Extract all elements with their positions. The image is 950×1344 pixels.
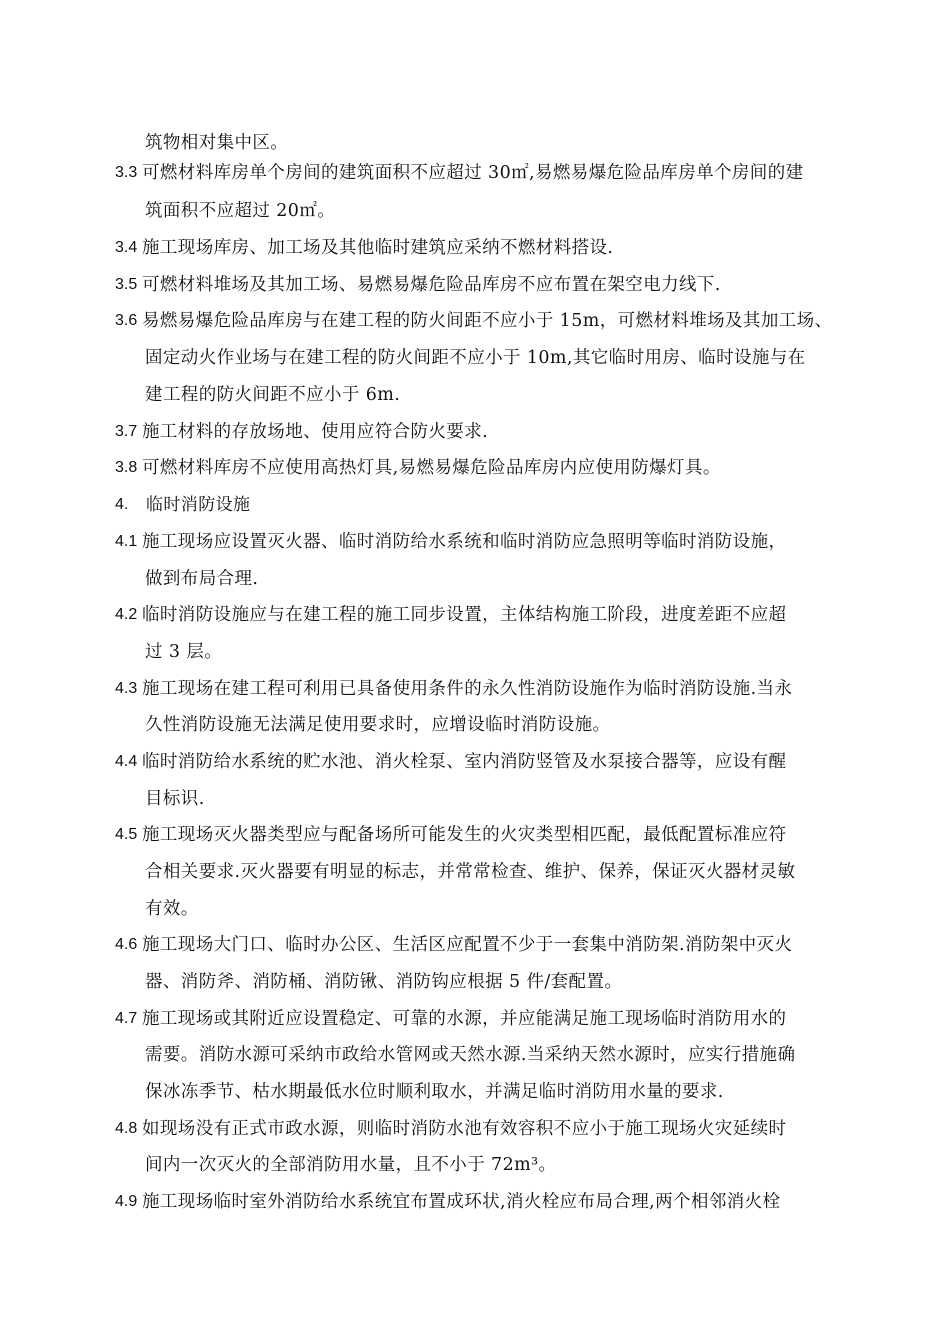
clause-number: 3.7 — [115, 423, 138, 440]
clause-number: 4.5 — [115, 826, 138, 843]
clause-text: 临时消防设施应与在建工程的施工同步设置，主体结构施工阶段，进度差距不应超 — [142, 605, 787, 625]
clause-4-7 — [0, 1002, 950, 1036]
clause-4-3 — [0, 672, 950, 706]
line-text: 合相关要求.灭火器要有明显的标志，并常常检查、维护、保养，保证灭火器材灵敏 — [145, 862, 796, 882]
clause-number: 4.2 — [115, 606, 138, 623]
section-number: 4. — [115, 496, 129, 513]
paragraph-line — [0, 1075, 950, 1109]
section-heading — [0, 488, 950, 522]
clause-3-6 — [0, 304, 950, 338]
clause-text: 可燃材料堆场及其加工场、易燃易爆危险品库房不应布置在架空电力线下. — [142, 275, 721, 295]
clause-number: 3.8 — [115, 459, 138, 476]
clause-4-5 — [0, 818, 950, 852]
line-text: 需要。消防水源可采纳市政给水管网或天然水源.当采纳天然水源时，应实行措施确 — [145, 1045, 796, 1065]
paragraph-line — [0, 378, 950, 412]
line-text: 久性消防设施无法满足使用要求时，应增设临时消防设施。 — [145, 715, 611, 735]
line-text: 过 3 层。 — [145, 642, 223, 662]
line-text: 保冰冻季节、枯水期最低水位时顺利取水，并满足临时消防用水量的要求. — [145, 1082, 724, 1102]
clause-number: 4.1 — [115, 533, 138, 550]
clause-number: 4.3 — [115, 680, 138, 697]
clause-text: 可燃材料库房单个房间的建筑面积不应超过 30㎡,易燃易爆危险品库房单个房间的建 — [142, 163, 804, 183]
clause-number: 4.7 — [115, 1010, 138, 1027]
clause-number: 4.9 — [115, 1193, 138, 1210]
paragraph-line — [0, 562, 950, 596]
paragraph-line — [0, 855, 950, 889]
clause-text: 如现场没有正式市政水源，则临时消防水池有效容积不应小于施工现场火灾延续时 — [142, 1119, 787, 1139]
line-text: 筑面积不应超过 20㎡。 — [145, 201, 336, 221]
clause-number: 3.6 — [115, 312, 138, 329]
clause-text: 施工现场应设置灭火器、临时消防给水系统和临时消防应急照明等临时消防设施， — [142, 532, 787, 552]
line-text: 间内一次灭火的全部消防用水量，且不小于 72m³。 — [145, 1155, 557, 1175]
paragraph-line — [0, 126, 950, 160]
line-text: 器、消防斧、消防桶、消防锹、消防钩应根据 5 件/套配置。 — [145, 972, 623, 992]
clause-text: 施工现场大门口、临时办公区、生活区应配置不少于一套集中消防架.消防架中灭火 — [142, 935, 793, 955]
clause-text: 施工现场库房、加工场及其他临时建筑应采纳不燃材料搭设. — [142, 238, 614, 258]
line-text: 有效。 — [145, 899, 199, 919]
clause-text: 可燃材料库房不应使用高热灯具,易燃易爆危险品库房内应使用防爆灯具。 — [142, 458, 721, 478]
paragraph-line — [0, 635, 950, 669]
clause-text: 施工现场临时室外消防给水系统宜布置成环状,消火栓应布局合理,两个相邻消火栓 — [142, 1192, 781, 1212]
line-text: 做到布局合理. — [145, 569, 259, 589]
line-text: 目标识. — [145, 789, 205, 809]
clause-3-7 — [0, 415, 950, 449]
clause-number: 3.3 — [115, 164, 138, 181]
clause-number: 4.6 — [115, 936, 138, 953]
clause-text: 施工现场或其附近应设置稳定、可靠的水源，并应能满足施工现场临时消防用水的 — [142, 1009, 787, 1029]
clause-3-8 — [0, 451, 950, 485]
clause-text: 易燃易爆危险品库房与在建工程的防火间距不应小于 15m，可燃材料堆场及其加工场、 — [142, 311, 833, 331]
clause-3-5 — [0, 268, 950, 302]
line-text: 筑物相对集中区。 — [145, 133, 289, 153]
clause-4-4 — [0, 745, 950, 779]
clause-3-3 — [0, 156, 950, 190]
clause-text: 临时消防给水系统的贮水池、消火栓泵、室内消防竖管及水泵接合器等，应设有醒 — [142, 752, 787, 772]
section-title: 临时消防设施 — [146, 495, 251, 514]
clause-3-4 — [0, 231, 950, 265]
paragraph-line — [0, 892, 950, 926]
clause-4-1 — [0, 525, 950, 559]
paragraph-line — [0, 341, 950, 375]
paragraph-line — [0, 708, 950, 742]
clause-text: 施工现场在建工程可利用已具备使用条件的永久性消防设施作为临时消防设施.当永 — [142, 679, 793, 699]
paragraph-line — [0, 1038, 950, 1072]
clause-text: 施工现场灭火器类型应与配备场所可能发生的火灾类型相匹配，最低配置标准应符 — [142, 825, 787, 845]
paragraph-line — [0, 965, 950, 999]
clause-number: 4.8 — [115, 1120, 138, 1137]
clause-number: 3.4 — [115, 239, 138, 256]
clause-4-8 — [0, 1112, 950, 1146]
paragraph-line — [0, 194, 950, 228]
line-text: 固定动火作业场与在建工程的防火间距不应小于 10m,其它临时用房、临时设施与在 — [145, 348, 806, 368]
paragraph-line — [0, 1148, 950, 1182]
clause-4-6 — [0, 928, 950, 962]
clause-number: 4.4 — [115, 753, 138, 770]
clause-4-9 — [0, 1185, 950, 1219]
clause-text: 施工材料的存放场地、使用应符合防火要求. — [142, 422, 489, 442]
paragraph-line — [0, 782, 950, 816]
clause-number: 3.5 — [115, 276, 138, 293]
clause-4-2 — [0, 598, 950, 632]
line-text: 建工程的防火间距不应小于 6m. — [145, 385, 401, 405]
